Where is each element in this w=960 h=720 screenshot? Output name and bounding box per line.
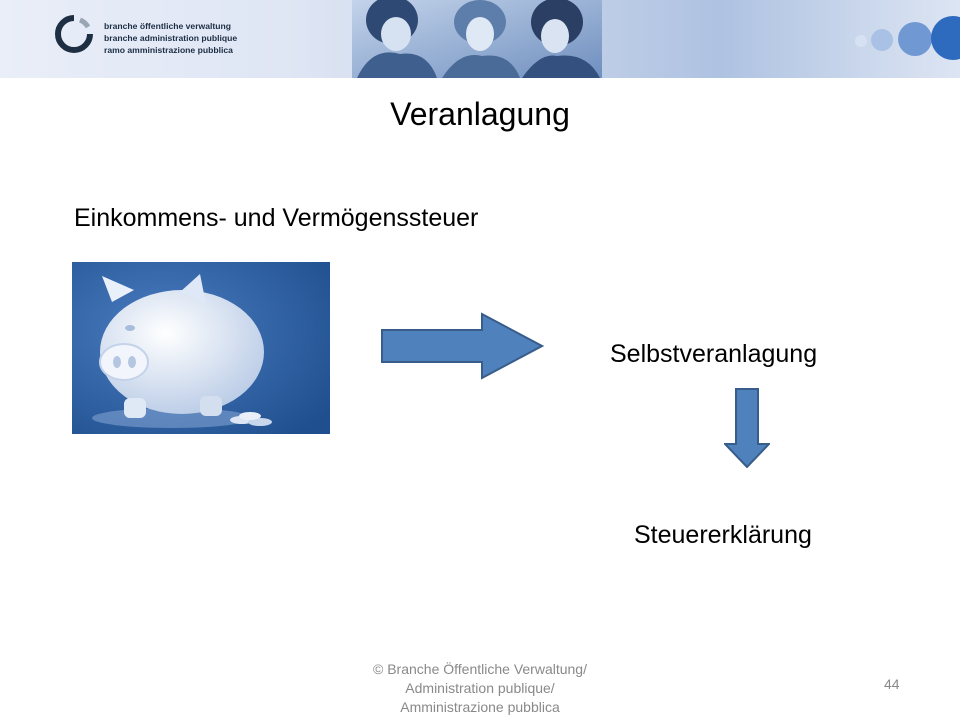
slide-subtitle: Einkommens- und Vermögenssteuer — [74, 204, 479, 232]
logo-line: branche administration publique — [104, 33, 238, 43]
arrow-down-icon — [724, 388, 770, 468]
page-number: 44 — [884, 676, 900, 692]
footer-copyright — [340, 660, 620, 717]
decorative-dots-icon — [845, 12, 960, 62]
piggy-bank-photo — [72, 262, 330, 434]
footer-line: Amministrazione pubblica — [400, 699, 560, 715]
header-banner — [0, 0, 960, 78]
logo-icon — [54, 14, 94, 54]
students-photo — [352, 0, 602, 78]
footer-line: © Branche Öffentliche Verwaltung/ — [373, 661, 587, 677]
logo-text — [104, 20, 237, 56]
logo-line: ramo amministrazione pubblica — [104, 45, 233, 55]
footer-line: Administration publique/ — [405, 680, 555, 696]
logo-line: branche öffentliche verwaltung — [104, 21, 232, 31]
tax-return-label: Steuererklärung — [634, 521, 812, 549]
slide-title: Veranlagung — [390, 96, 570, 132]
arrow-right-icon — [380, 312, 544, 380]
self-assessment-label: Selbstveranlagung — [610, 340, 818, 368]
